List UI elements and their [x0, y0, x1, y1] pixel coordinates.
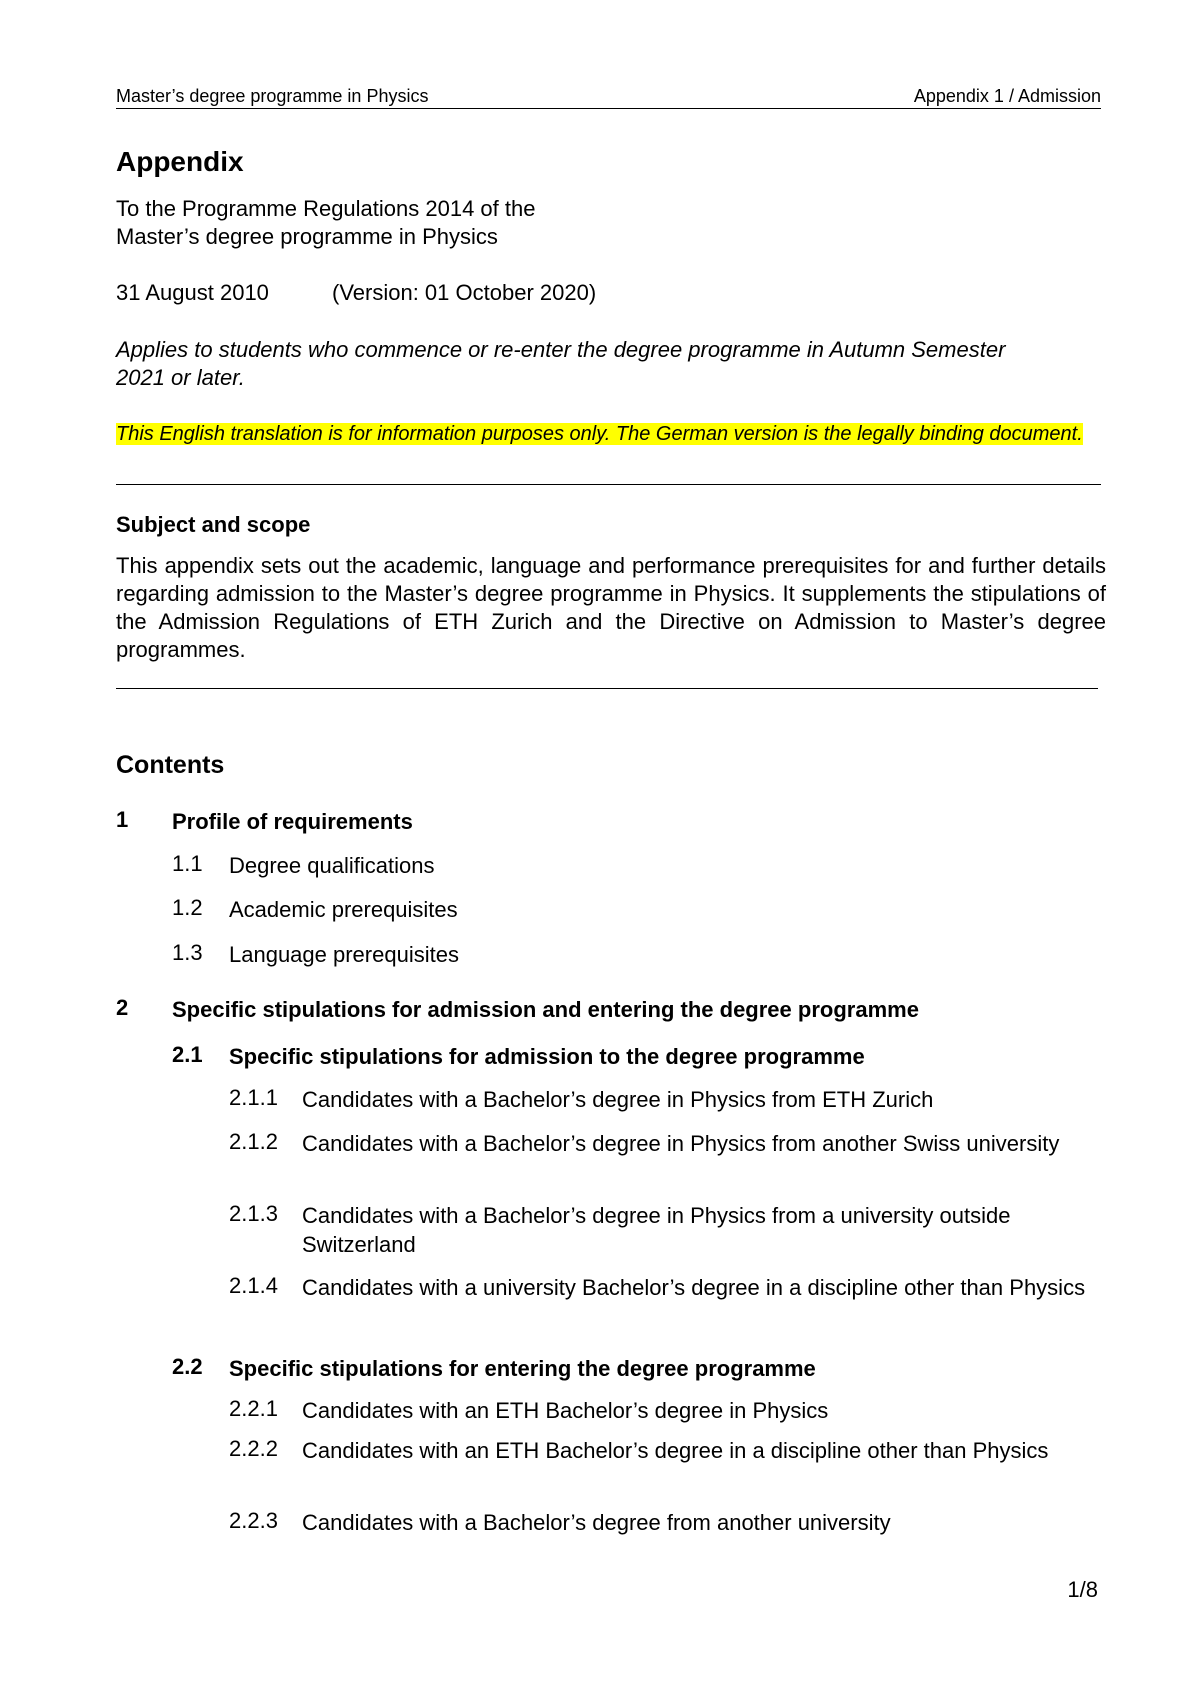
toc-number: 2.1.1	[229, 1085, 278, 1110]
section-divider	[116, 484, 1101, 485]
applies-note: Applies to students who commence or re-enter the degree programme in Autumn Semester 2021 or later.	[116, 337, 1006, 390]
toc-entry-2: Specific stipulations for admission and entering the degree programme	[172, 997, 919, 1022]
running-header-left: Master’s degree programme in Physics	[116, 86, 429, 106]
toc-number: 2.2.2	[229, 1436, 278, 1461]
page-number: 1/8	[1067, 1577, 1098, 1602]
intro-line-2: Master’s degree programme in Physics	[116, 224, 498, 249]
toc-entry-2-1-1: Candidates with a Bachelor’s degree in Physics from ETH Zurich	[302, 1087, 934, 1112]
translation-disclaimer	[116, 419, 1106, 447]
toc-number: 1	[116, 807, 129, 832]
scope-text: This appendix sets out the academic, language and performance prerequisites for and further details regarding admission to the Master’s degree programme in Physics. It supplements the stipulations of the Admission Regulations of ETH Zurich and the Directive on Admission to Master’s degree programmes.	[116, 553, 1106, 662]
toc-number: 2.1.4	[229, 1273, 278, 1298]
disclaimer-text: This English translation is for information purposes only. The German version is the legally binding document.	[116, 423, 1083, 445]
toc-entry-1: Profile of requirements	[172, 809, 413, 834]
scope-heading: Subject and scope	[116, 512, 311, 537]
toc-entry-1-3: Language prerequisites	[229, 942, 459, 967]
toc-entry-2-2-2: Candidates with an ETH Bachelor’s degree in a discipline other than Physics	[302, 1438, 1049, 1463]
toc-number: 2.2.3	[229, 1508, 278, 1533]
toc-number: 1.1	[172, 851, 203, 876]
version-note: (Version: 01 October 2020)	[332, 280, 597, 305]
toc-number: 1.3	[172, 940, 203, 965]
scope-end-rule	[116, 688, 1098, 689]
toc-number: 2	[116, 995, 129, 1020]
toc-entry-2-1: Specific stipulations for admission to the degree programme	[229, 1044, 865, 1069]
toc-entry-2-1-4: Candidates with a university Bachelor’s degree in a discipline other than Physics	[302, 1275, 1086, 1300]
header-rule	[116, 108, 1101, 109]
contents-heading: Contents	[116, 751, 225, 779]
toc-number: 2.1.3	[229, 1201, 278, 1226]
toc-entry-1-1: Degree qualifications	[229, 853, 435, 878]
page-title: Appendix	[116, 146, 244, 177]
toc-entry-1-2: Academic prerequisites	[229, 897, 458, 922]
toc-entry-2-2-1: Candidates with an ETH Bachelor’s degree in Physics	[302, 1398, 829, 1423]
toc-entry-2-2-3: Candidates with a Bachelor’s degree from another university	[302, 1510, 891, 1535]
toc-number: 1.2	[172, 895, 203, 920]
toc-number: 2.1.2	[229, 1129, 278, 1154]
running-header-right: Appendix 1 / Admission	[913, 86, 1101, 106]
toc-entry-2-1-3: Candidates with a Bachelor’s degree in Physics from a university outside Switzerland	[302, 1203, 1011, 1257]
toc-entry-2-2: Specific stipulations for entering the degree programme	[229, 1356, 816, 1381]
toc-entry-2-1-2: Candidates with a Bachelor’s degree in Physics from another Swiss university	[302, 1131, 1060, 1156]
intro-line-1: To the Programme Regulations 2014 of the	[116, 196, 536, 221]
toc-number: 2.1	[172, 1042, 203, 1067]
toc-number: 2.2	[172, 1354, 203, 1379]
toc-number: 2.2.1	[229, 1396, 278, 1421]
issue-date: 31 August 2010	[116, 280, 269, 305]
